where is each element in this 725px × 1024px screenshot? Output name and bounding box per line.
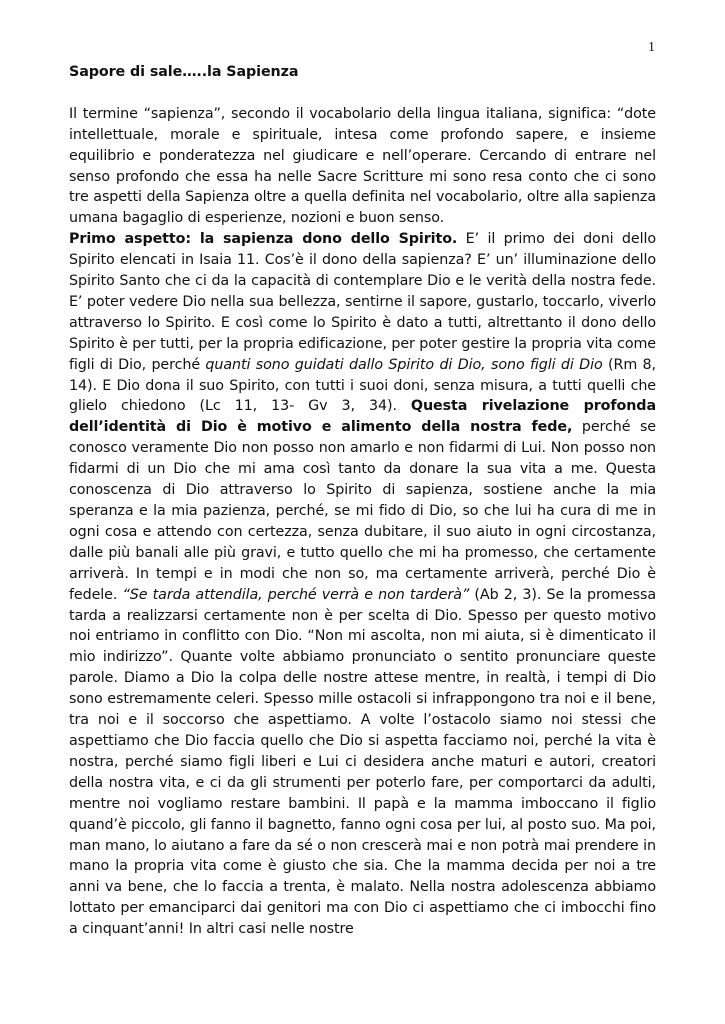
document-body [69, 62, 656, 940]
blank-line [69, 83, 656, 104]
paragraph-first-aspect [69, 229, 656, 940]
scripture-quote: quanti sono guidati dallo Spirito di Dio, sono figli di Dio [205, 356, 603, 373]
paragraph-text: (Rm 8, 14). E Dio dona il suo Spirito, con tutti i suoi doni, senza misura, a tutti quelli che glielo chiedono (Lc 11, 13- Gv 3, 34). [69, 356, 656, 415]
paragraph-text: (Ab 2, 3). Se la promessa tarda a realizzarsi certamente non è per scelta di Dio. Spesso per questo motivo noi entriamo in conflitto con Dio. “Non mi ascolta, non mi aiuta, si è dimenticato il mio indirizzo”. Quante volte abbiamo pronunciato o sentito pronunciare queste parole. Diamo a Dio la colpa delle nostre attese mentre, in realtà, i tempi di Dio sono estremamente celeri. Spesso mille ostacoli si infrappongono tra noi e il bene, tra noi e il soccorso che aspettiamo. A volte l’ostacolo siamo noi stessi che aspettiamo che Dio faccia quello che Dio si aspetta facciamo noi, perché la vita è nostra, perché siamo figli liberi e Lui ci desidera anche maturi e autori, creatori della nostra vita, e ci da gli strumenti per poterlo fare, per comportarci da adulti, mentre noi vogliamo restare bambini. Il papà e la mamma imboccano il figlio quand’è piccolo, gli fanno il bagnetto, fanno ogni cosa per lui, al posto suo. Ma poi, man mano, lo aiutano a fare da sé o non crescerà mai e non potrà mai prendere in mano la propria vita come è giusto che sia. Che la mamma decida per noi a tre anni va bene, che lo faccia a trenta, è malato. Nella nostra adolescenza abbiamo lottato per emanciparci dai genitori ma con Dio ci aspettiamo che ci imbocchi fino a cinquant’anni! In altri casi nelle nostre [69, 586, 656, 938]
paragraph-intro: Il termine “sapienza”, secondo il vocabolario della lingua italiana, significa: “dote intellettuale, morale e spirituale, intesa come profondo sapere, e insieme equilibrio e ponderatezza nel giudicare e nell’operare. Cercando di entrare nel senso profondo che essa ha nelle Sacre Scritture mi sono resa conto che ci sono tre aspetti della Sapienza oltre a quella definita nel vocabolario, oltre alla sapienza umana bagaglio di esperienze, nozioni e buon senso. [69, 105, 656, 227]
document-title: Sapore di sale…..la Sapienza [69, 64, 299, 80]
scripture-quote: “Se tarda attendila, perché verrà e non tarderà” [122, 586, 470, 603]
page-number: 1 [648, 40, 655, 55]
bold-statement: Questa rivelazione profonda dell’identità di Dio è motivo e alimento della nostra fede, [69, 398, 656, 436]
section-heading: Primo aspetto: la sapienza dono dello Spirito. [69, 231, 458, 248]
paragraph-text: perché se conosco veramente Dio non posso non amarlo e non fidarmi di Lui. Non posso non fidarmi di un Dio che mi ama così tanto da donare la sua vita a me. Questa conoscenza di Dio attraverso lo Spirito di sapienza, sostiene anche la mia speranza e la mia pazienza, perché, se mi fido di Dio, so che lui ha cura di me in ogni cosa e attendo con certezza, senza dubitare, il suo aiuto in ogni circostanza, dalle più banali alle più gravi, e tutto quello che mi ha promesso, che certamente arriverà. In tempi e in modi che non so, ma certamente arriverà, perché Dio è fedele. [69, 419, 656, 603]
paragraph-text: E’ il primo dei doni dello Spirito elencati in Isaia 11. Cos’è il dono della sapienza? E’ un’ illuminazione dello Spirito Santo che ci da la capacità di contemplare Dio e le verità della nostra fede. E’ poter vedere Dio nella sua bellezza, sentirne il sapore, gustarlo, toccarlo, viverlo attraverso lo Spirito. E così come lo Spirito è dato a tutti, altrettanto il dono dello Spirito è per tutti, per la propria edificazione, per poter gestire la propria vita come figli di Dio, perché [69, 231, 656, 373]
